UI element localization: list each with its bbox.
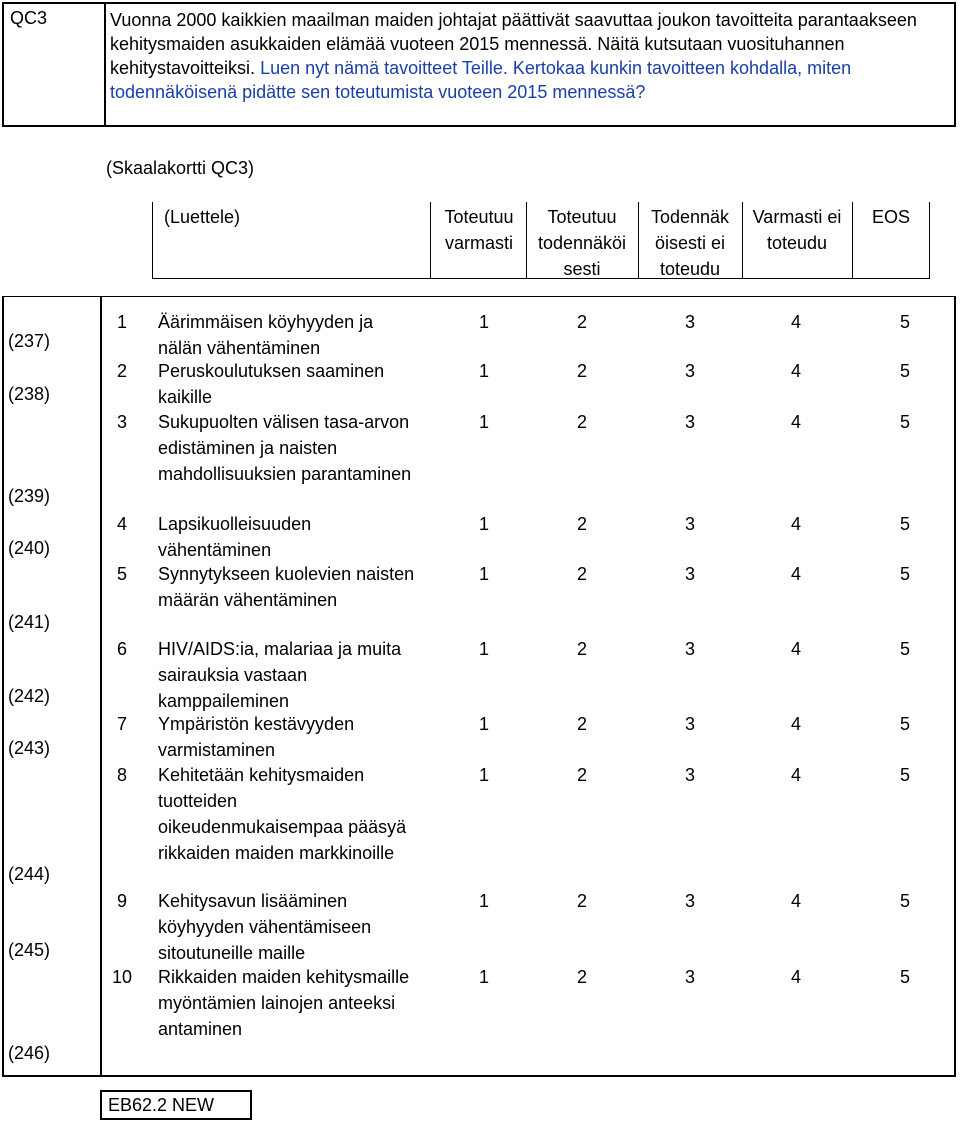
row-code: (238) bbox=[8, 384, 51, 404]
option-3[interactable]: 3 bbox=[684, 967, 695, 987]
item-label: Peruskoulutuksen saaminen kaikille bbox=[158, 361, 385, 407]
item-number: 3 bbox=[116, 412, 127, 432]
item-label: Sukupuolten välisen tasa-arvon edistäminen ja naisten mahdollisuuksien parantaminen bbox=[158, 412, 412, 484]
option-2[interactable]: 2 bbox=[576, 361, 587, 381]
option-3[interactable]: 3 bbox=[684, 891, 695, 911]
option-2[interactable]: 2 bbox=[576, 639, 587, 659]
item-label: Kehitysavun lisääminen köyhyyden vähentämiseen sitoutuneille maille bbox=[158, 891, 372, 963]
option-2[interactable]: 2 bbox=[576, 765, 587, 785]
option-5[interactable]: 5 bbox=[899, 312, 910, 332]
header-col-3: Todennäk öisesti ei toteudu bbox=[650, 207, 730, 279]
item-label: Ympäristön kestävyyden varmistaminen bbox=[158, 714, 355, 760]
option-2[interactable]: 2 bbox=[576, 312, 587, 332]
item-number: 2 bbox=[116, 361, 127, 381]
header-divider bbox=[929, 202, 930, 278]
option-4[interactable]: 4 bbox=[790, 967, 801, 987]
question-text-instruction: Luen nyt nämä tavoitteet Teille. Kertokaa kunkin tavoitteen kohdalla, miten todennäköisenä pidätte sen toteutumista vuoteen 2015 mennessä? bbox=[110, 58, 852, 102]
option-1[interactable]: 1 bbox=[478, 765, 489, 785]
item-label: Synnytykseen kuolevien naisten määrän vähentäminen bbox=[158, 564, 415, 610]
option-1[interactable]: 1 bbox=[478, 714, 489, 734]
item-number: 5 bbox=[116, 564, 127, 584]
option-2[interactable]: 2 bbox=[576, 714, 587, 734]
option-1[interactable]: 1 bbox=[478, 564, 489, 584]
item-number: 4 bbox=[116, 514, 127, 534]
option-1[interactable]: 1 bbox=[478, 639, 489, 659]
table-left-border bbox=[2, 296, 4, 1076]
option-4[interactable]: 4 bbox=[790, 564, 801, 584]
option-1[interactable]: 1 bbox=[478, 891, 489, 911]
option-2[interactable]: 2 bbox=[576, 891, 587, 911]
option-5[interactable]: 5 bbox=[899, 765, 910, 785]
option-1[interactable]: 1 bbox=[478, 967, 489, 987]
footer-code: EB62.2 NEW bbox=[100, 1090, 252, 1120]
header-col-1: Toteutuu varmasti bbox=[444, 207, 514, 253]
option-4[interactable]: 4 bbox=[790, 312, 801, 332]
item-number: 7 bbox=[116, 714, 127, 734]
option-5[interactable]: 5 bbox=[899, 891, 910, 911]
option-2[interactable]: 2 bbox=[576, 564, 587, 584]
item-label: Äärimmäisen köyhyyden ja nälän vähentäminen bbox=[158, 312, 374, 358]
header-divider bbox=[526, 202, 527, 278]
option-5[interactable]: 5 bbox=[899, 714, 910, 734]
header-col-2: Toteutuu todennäköi sesti bbox=[537, 207, 627, 279]
row-code: (246) bbox=[8, 1043, 51, 1063]
option-4[interactable]: 4 bbox=[790, 891, 801, 911]
row-code: (242) bbox=[8, 686, 51, 706]
header-divider bbox=[742, 202, 743, 278]
option-4[interactable]: 4 bbox=[790, 412, 801, 432]
question-divider bbox=[104, 4, 106, 125]
row-code: (237) bbox=[8, 331, 51, 351]
option-1[interactable]: 1 bbox=[478, 312, 489, 332]
header-col-5: EOS bbox=[871, 207, 910, 227]
table-top-border bbox=[2, 296, 956, 297]
option-3[interactable]: 3 bbox=[684, 639, 695, 659]
header-list: (Luettele) bbox=[163, 207, 241, 227]
header-divider bbox=[638, 202, 639, 278]
option-5[interactable]: 5 bbox=[899, 361, 910, 381]
question-text bbox=[110, 8, 950, 104]
option-1[interactable]: 1 bbox=[478, 361, 489, 381]
header-divider bbox=[852, 202, 853, 278]
option-5[interactable]: 5 bbox=[899, 412, 910, 432]
option-4[interactable]: 4 bbox=[790, 639, 801, 659]
scale-card-label: (Skaalakortti QC3) bbox=[106, 158, 255, 178]
header-col-4: Varmasti ei toteudu bbox=[752, 207, 842, 253]
option-5[interactable]: 5 bbox=[899, 564, 910, 584]
option-3[interactable]: 3 bbox=[684, 312, 695, 332]
option-4[interactable]: 4 bbox=[790, 765, 801, 785]
option-5[interactable]: 5 bbox=[899, 514, 910, 534]
item-label: Rikkaiden maiden kehitysmaille myöntämien lainojen anteeksi antaminen bbox=[158, 967, 410, 1039]
table-right-border bbox=[954, 296, 956, 1076]
row-code: (245) bbox=[8, 940, 51, 960]
option-4[interactable]: 4 bbox=[790, 514, 801, 534]
option-1[interactable]: 1 bbox=[478, 514, 489, 534]
option-4[interactable]: 4 bbox=[790, 361, 801, 381]
question-text-intro: Vuonna 2000 kaikkien maailman maiden johtajat päättivät saavuttaa joukon tavoitteita parantaakseen kehitysmaiden asukkaiden elämää vuoteen 2015 mennessä. Näitä kutsutaan vuosituhannen kehitystavoitteiksi. bbox=[110, 10, 917, 78]
item-number: 10 bbox=[111, 967, 133, 987]
row-code: (239) bbox=[8, 486, 51, 506]
item-label: Kehitetään kehitysmaiden tuotteiden oikeudenmukaisempaa pääsyä rikkaiden maiden markkinoille bbox=[158, 765, 407, 863]
item-number: 1 bbox=[116, 312, 127, 332]
option-3[interactable]: 3 bbox=[684, 412, 695, 432]
option-5[interactable]: 5 bbox=[899, 967, 910, 987]
option-3[interactable]: 3 bbox=[684, 714, 695, 734]
option-3[interactable]: 3 bbox=[684, 361, 695, 381]
row-code: (244) bbox=[8, 864, 51, 884]
option-3[interactable]: 3 bbox=[684, 514, 695, 534]
header-divider bbox=[430, 202, 431, 278]
option-1[interactable]: 1 bbox=[478, 412, 489, 432]
item-number: 8 bbox=[116, 765, 127, 785]
question-code: QC3 bbox=[10, 8, 48, 28]
option-2[interactable]: 2 bbox=[576, 514, 587, 534]
row-code: (241) bbox=[8, 612, 51, 632]
item-label: HIV/AIDS:ia, malariaa ja muita sairauksia vastaan kamppaileminen bbox=[158, 639, 402, 711]
item-number: 6 bbox=[116, 639, 127, 659]
option-4[interactable]: 4 bbox=[790, 714, 801, 734]
item-label: Lapsikuolleisuuden vähentäminen bbox=[158, 514, 312, 560]
option-5[interactable]: 5 bbox=[899, 639, 910, 659]
option-2[interactable]: 2 bbox=[576, 412, 587, 432]
table-bottom-border bbox=[2, 1075, 956, 1077]
row-code: (240) bbox=[8, 538, 51, 558]
item-number: 9 bbox=[116, 891, 127, 911]
row-code: (243) bbox=[8, 738, 51, 758]
option-3[interactable]: 3 bbox=[684, 765, 695, 785]
option-3[interactable]: 3 bbox=[684, 564, 695, 584]
option-2[interactable]: 2 bbox=[576, 967, 587, 987]
question-box bbox=[2, 2, 956, 127]
